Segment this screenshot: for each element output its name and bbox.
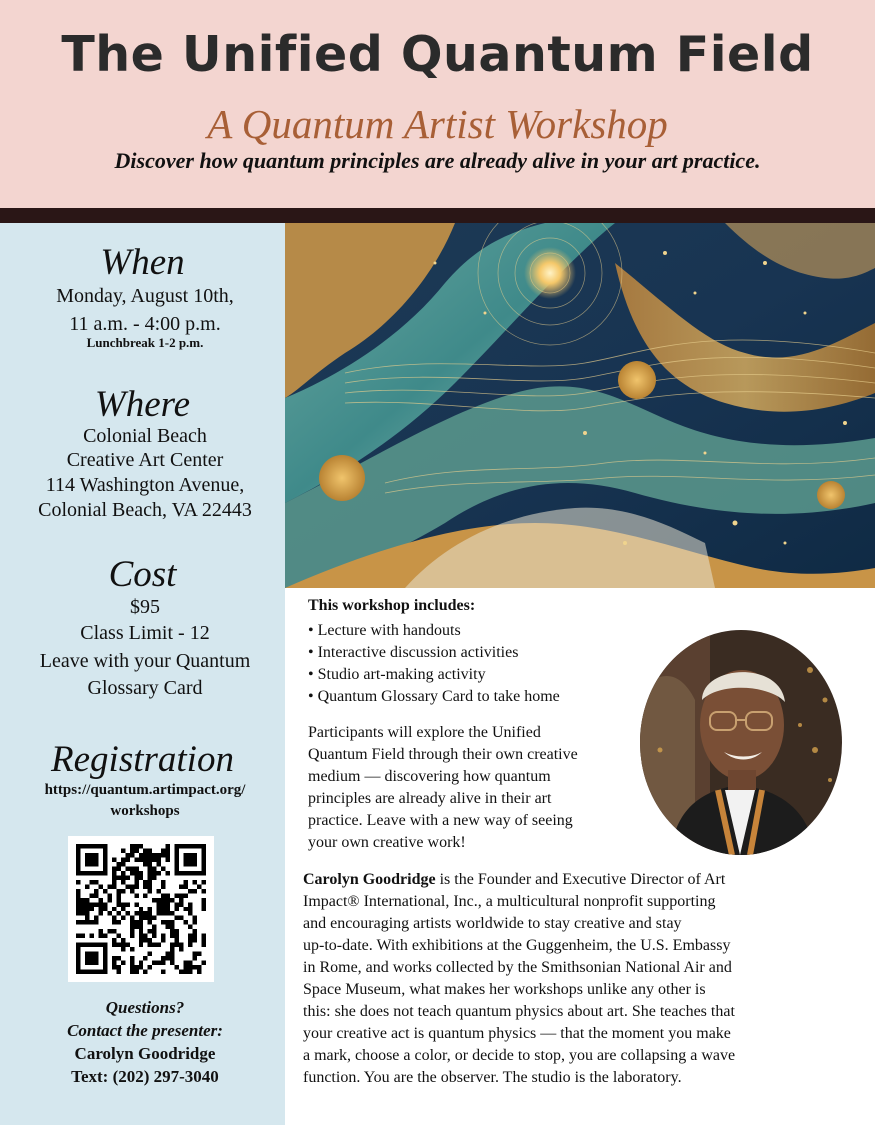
description-line: Quantum Field through their own creative bbox=[308, 746, 578, 763]
when-heading: When bbox=[100, 242, 185, 283]
presenter-phone[interactable]: Text: (202) 297-3040 bbox=[71, 1067, 219, 1086]
when-time: 11 a.m. - 4:00 p.m. bbox=[69, 313, 221, 335]
registration-url[interactable]: workshops bbox=[110, 803, 180, 819]
tagline: Discover how quantum principles are already alive in your art practice. bbox=[114, 148, 761, 173]
description-line: practice. Leave with a new way of seeing bbox=[308, 812, 573, 829]
details-sidebar bbox=[0, 223, 285, 1125]
description-line: medium — discovering how quantum bbox=[308, 768, 551, 785]
bio-line: Impact® International, Inc., a multicultural nonprofit supporting bbox=[303, 893, 716, 910]
where-line: Colonial Beach bbox=[83, 425, 207, 447]
presenter-portrait bbox=[640, 630, 842, 855]
bio-line: function. You are the observer. The studio is the laboratory. bbox=[303, 1069, 682, 1086]
header-divider bbox=[0, 208, 875, 223]
contact-label: Contact the presenter: bbox=[67, 1021, 223, 1040]
page-title: The Unified Quantum Field bbox=[61, 26, 814, 83]
description-line: principles are already alive in their art bbox=[308, 790, 552, 807]
where-line: Colonial Beach, VA 22443 bbox=[38, 499, 252, 521]
list-item: • Lecture with handouts bbox=[308, 622, 461, 639]
when-date: Monday, August 10th, bbox=[56, 285, 234, 307]
bio-line: this: she does not teach quantum physics about art. She teaches that bbox=[303, 1003, 735, 1020]
bio-line: in Rome, and works collected by the Smithsonian National Air and bbox=[303, 959, 732, 976]
registration-url[interactable]: https://quantum.artimpact.org/ bbox=[44, 782, 246, 798]
cost-heading: Cost bbox=[108, 554, 177, 595]
presenter-bio bbox=[303, 869, 823, 1089]
bio-line bbox=[303, 869, 823, 891]
includes-list bbox=[308, 620, 560, 708]
bio-line: up-to-date. With exhibitions at the Guggenheim, the U.S. Embassy bbox=[303, 937, 731, 954]
bio-text: is the Founder and Executive Director of Art bbox=[435, 871, 726, 888]
glossary-note: Glossary Card bbox=[87, 677, 203, 699]
workshop-subtitle: A Quantum Artist Workshop bbox=[207, 101, 668, 147]
presenter-name: Carolyn Goodridge bbox=[74, 1044, 216, 1063]
class-limit: Class Limit - 12 bbox=[80, 622, 210, 644]
bio-presenter-name: Carolyn Goodridge bbox=[303, 871, 436, 888]
bio-line: your creative act is quantum physics — that the moment you make bbox=[303, 1025, 731, 1042]
description-line: Participants will explore the Unified bbox=[308, 724, 541, 741]
registration-heading: Registration bbox=[51, 739, 234, 780]
lunch-break: Lunchbreak 1-2 p.m. bbox=[86, 335, 204, 350]
where-line: 114 Washington Avenue, bbox=[45, 474, 245, 496]
where-line: Creative Art Center bbox=[66, 449, 224, 471]
questions-label: Questions? bbox=[105, 998, 185, 1017]
header-banner bbox=[0, 0, 875, 208]
includes-heading: This workshop includes: bbox=[308, 597, 476, 614]
list-item: • Quantum Glossary Card to take home bbox=[308, 688, 560, 705]
cost-price: $95 bbox=[130, 596, 160, 618]
list-item: • Studio art-making activity bbox=[308, 666, 486, 683]
bio-line: Space Museum, what makes her workshops unlike any other is bbox=[303, 981, 706, 998]
description-line: your own creative work! bbox=[308, 834, 466, 851]
where-heading: Where bbox=[94, 384, 191, 425]
workshop-description bbox=[308, 722, 638, 854]
list-item: • Interactive discussion activities bbox=[308, 644, 519, 661]
bio-line: and encouraging artists worldwide to stay creative and stay bbox=[303, 915, 682, 932]
quantum-artwork-image bbox=[285, 223, 875, 588]
registration-qr-code[interactable] bbox=[68, 836, 214, 982]
bio-line: a mark, choose a color, or decide to stop, you are collapsing a wave bbox=[303, 1047, 736, 1064]
glossary-note: Leave with your Quantum bbox=[39, 650, 251, 672]
qr-code-image bbox=[76, 844, 206, 974]
